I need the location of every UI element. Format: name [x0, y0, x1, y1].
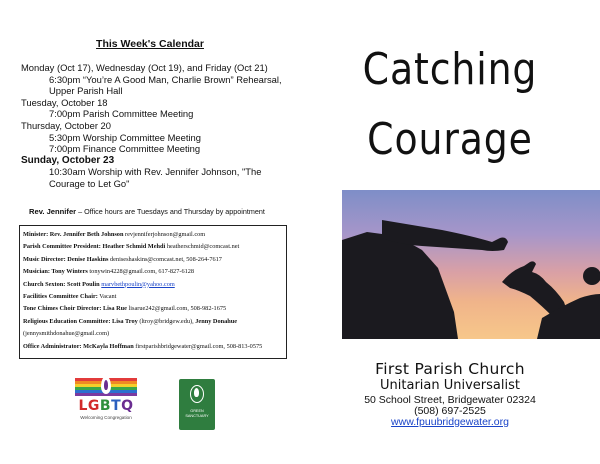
silhouette-illustration: [342, 190, 600, 339]
cover-title-line-1: Catching: [362, 44, 538, 95]
staff-role: Facilities Committee Chair:: [23, 293, 98, 301]
staff-entry: [23, 303, 283, 315]
office-hours-text: – Office hours are Tuesdays and Thursday by appointment: [76, 207, 265, 216]
lgbtq-letter: LG: [78, 398, 100, 414]
staff-role: Office Administrator: McKayla Hoffman: [23, 342, 134, 350]
office-hours-note: [29, 207, 265, 216]
calendar-event: Courage to Let Go": [49, 177, 130, 189]
church-tradition: Unitarian Universalist: [380, 378, 520, 393]
lgbtq-tagline: Welcoming Congregation: [80, 415, 132, 420]
staff-entry: [23, 291, 283, 303]
church-website-link[interactable]: www.fpuubridgewater.org: [391, 416, 509, 428]
green-sanctuary-logo: [179, 379, 215, 430]
staff-contact: revjenniferjohnson@gmail.com: [123, 231, 206, 238]
staff-role: Jenny Donahue: [195, 317, 238, 325]
lgbtq-letter: B: [99, 398, 112, 414]
church-address: 50 School Street, Bridgewater 02324: [364, 394, 536, 406]
staff-entry: [23, 341, 283, 353]
staff-contact: tonywin4228@gmail.com, 617-827-6128: [87, 268, 195, 276]
rainbow-chalice-icon: [75, 378, 137, 396]
calendar-heading: This Week's Calendar: [96, 38, 204, 50]
staff-email-link[interactable]: marvbethpoulin@yahoo.com: [101, 280, 175, 288]
staff-contact: heatherschmid@comcast.net: [165, 243, 240, 251]
calendar-event: 7:00pm Parish Committee Meeting: [49, 108, 194, 120]
staff-role: Tone Chimes Choir Director: Lisa Rue: [23, 305, 127, 313]
staff-contact: deniseshaskins@comcast.net, 508-264-7617: [108, 255, 222, 263]
calendar-event: Upper Parish Hall: [49, 85, 123, 97]
calendar-event: 10:30am Worship with Rev. Jennifer Johnson, "The: [49, 166, 262, 178]
staff-entry: [23, 279, 283, 291]
staff-role: Minister: Rev. Jennifer Beth Johnson: [23, 231, 124, 238]
staff-entry: [23, 316, 283, 341]
staff-entry: [23, 229, 283, 241]
staff-directory: [19, 225, 287, 359]
lgbtq-letter: T: [111, 398, 122, 414]
lgbtq-wordmark: [74, 398, 138, 414]
church-phone: (508) 697-2525: [414, 405, 486, 417]
staff-role: Musician: Tony Winters: [23, 268, 88, 276]
staff-role: Church Sexton: Scott Poulin: [23, 280, 100, 288]
calendar-day: Monday (Oct 17), Wednesday (Oct 19), and Friday (Oct 21): [21, 62, 268, 73]
staff-entry: [23, 241, 283, 253]
staff-contact: (ltroy@bridgew.edu),: [137, 317, 196, 325]
calendar-list: [21, 62, 296, 190]
calendar-day: Tuesday, October 18: [21, 96, 108, 108]
office-hours-name: Rev. Jennifer: [29, 207, 77, 216]
cover-title-line-2: Courage: [367, 114, 533, 165]
staff-role: Music Director: Denise Haskins: [23, 255, 109, 263]
staff-role: Religious Education Committee: Lisa Troy: [23, 317, 138, 325]
chalice-icon: [190, 385, 204, 403]
staff-entry: [23, 254, 283, 266]
calendar-day: Sunday, October 23: [21, 154, 115, 166]
green-sanctuary-text: GREEN SANCTUARY: [185, 409, 209, 418]
staff-role: Parish Committee President: Heather Schmid Mehdi: [23, 243, 166, 251]
calendar-event: 6:30pm “You’re A Good Man, Charlie Brown” Rehearsal,: [49, 73, 282, 85]
lgbtq-letter: Q: [121, 398, 134, 414]
reaching-hands-photo: [342, 190, 600, 339]
church-name: First Parish Church: [375, 360, 525, 378]
staff-contact: lisarue242@gmail.com, 508-982-1675: [126, 305, 227, 313]
calendar-event: 5:30pm Worship Committee Meeting: [49, 131, 201, 143]
staff-entry: [23, 266, 283, 278]
staff-contact: firstparishbridgewater@gmail.com, 508-813-0575: [133, 342, 263, 350]
chalice-flame-icon: [101, 376, 111, 394]
lgbtq-welcoming-logo: [74, 378, 138, 434]
staff-contact: (jennysmithdonahue@gmail.com): [23, 330, 110, 338]
cover-panel: [300, 0, 600, 464]
staff-contact: Vacant: [97, 293, 117, 301]
calendar-event: 7:00pm Finance Committee Meeting: [49, 143, 201, 155]
calendar-day: Thursday, October 20: [21, 119, 111, 131]
